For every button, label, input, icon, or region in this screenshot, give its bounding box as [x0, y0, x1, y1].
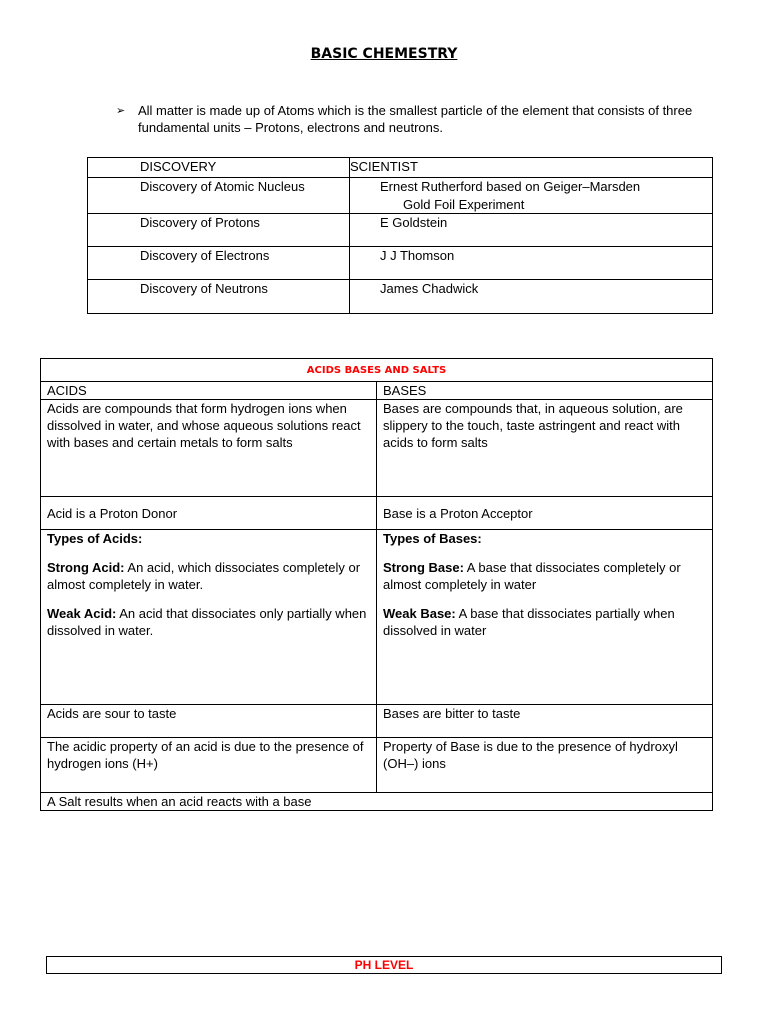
weak-base-label: Weak Base:	[383, 606, 456, 621]
types-of-acids-heading: Types of Acids:	[47, 531, 143, 546]
scientist-header-cell	[350, 158, 713, 178]
scientist-text: Ernest Rutherford based on Geiger–Marsden	[380, 179, 641, 194]
weak-acid-label: Weak Acid:	[47, 606, 117, 621]
weak-acid-text: An acid that dissociates only partially when dissolved in water.	[47, 606, 367, 638]
discovery-text: Discovery of Protons	[140, 215, 260, 230]
strong-acid-label: Strong Acid:	[47, 560, 125, 575]
salt-definition: A Salt results when an acid reacts with a base	[41, 793, 713, 811]
strong-base-text: A base that dissociates completely or almost completely in water	[383, 560, 681, 592]
base-proton-acceptor: Base is a Proton Acceptor	[377, 497, 713, 530]
strong-acid-text: An acid, which dissociates completely or almost completely in water.	[47, 560, 361, 592]
types-of-bases-cell	[377, 530, 713, 705]
table-row	[88, 178, 713, 214]
discovery-text: Discovery of Neutrons	[140, 281, 268, 296]
section-heading: ACIDS BASES AND SALTS	[41, 359, 713, 382]
arrow-bullet-icon: ➢	[116, 104, 126, 117]
discovery-header: DISCOVERY	[140, 159, 217, 174]
base-definition: Bases are compounds that, in aqueous solution, are slippery to the touch, taste astringent and react with acids to form salts	[377, 400, 713, 497]
acids-bases-salts-table	[40, 358, 713, 811]
discovery-header-cell	[88, 158, 350, 178]
table-row	[41, 793, 713, 811]
acid-definition: Acids are compounds that form hydrogen ions when dissolved in water, and whose aqueous solutions react with bases and certain metals to form salts	[41, 400, 377, 497]
types-of-acids-cell	[41, 530, 377, 705]
bases-column-header: BASES	[377, 382, 713, 400]
scientist-header: SCIENTIST	[350, 159, 418, 174]
acid-property: The acidic property of an acid is due to the presence of hydrogen ions (H+)	[41, 738, 377, 793]
acid-proton-donor: Acid is a Proton Donor	[41, 497, 377, 530]
table-row	[41, 530, 713, 705]
base-property: Property of Base is due to the presence of hydroxyl (OH–) ions	[377, 738, 713, 793]
base-taste: Bases are bitter to taste	[377, 705, 713, 738]
discovery-table	[87, 157, 713, 314]
discovery-text: Discovery of Atomic Nucleus	[140, 179, 305, 194]
scientist-text-line2: Gold Foil Experiment	[403, 197, 525, 212]
strong-base-label: Strong Base:	[383, 560, 464, 575]
scientist-text: James Chadwick	[380, 281, 479, 296]
types-of-bases-heading: Types of Bases:	[383, 531, 482, 546]
scientist-text: J J Thomson	[380, 248, 455, 263]
acid-taste: Acids are sour to taste	[41, 705, 377, 738]
table-row	[41, 497, 713, 530]
acids-column-header: ACIDS	[41, 382, 377, 400]
scientist-text: E Goldstein	[380, 215, 448, 230]
table-row	[41, 400, 713, 497]
intro-text: All matter is made up of Atoms which is the smallest particle of the element that consists of three fundamental units – Protons, electrons and neutrons.	[138, 103, 693, 135]
table-row	[88, 247, 713, 280]
discovery-text: Discovery of Electrons	[140, 248, 270, 263]
ph-level-heading: PH LEVEL	[46, 956, 722, 974]
table-row	[88, 280, 713, 314]
table-row	[88, 214, 713, 247]
page-title: BASIC CHEMESTRY	[310, 46, 458, 62]
table-row	[41, 738, 713, 793]
table-row	[41, 705, 713, 738]
weak-base-text: A base that dissociates partially when dissolved in water	[383, 606, 675, 638]
